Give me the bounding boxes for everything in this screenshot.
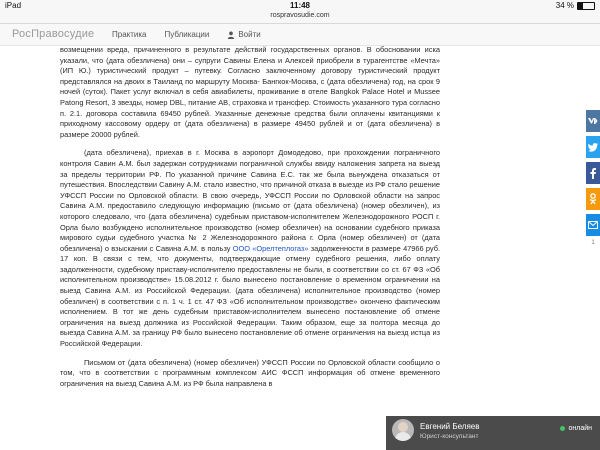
paragraph: [60, 148, 440, 349]
facebook-icon: [590, 168, 596, 179]
status-bar: [0, 0, 600, 12]
twitter-share-button[interactable]: [586, 136, 600, 158]
paragraph: Письмом от (дата обезличена) (номер обезличен) УФССП России по Орловской области сообщило о том, что в соответствии с программным комплексом АИС ФССП информация об отмене временного ограничения на выезд Савина А.М. из РФ была направлена в: [60, 357, 440, 388]
site-header: [0, 24, 600, 46]
vk-share-button[interactable]: [586, 110, 600, 132]
paragraph: возмещении вреда, причиненного в результате действий государственных органов. В обосновании иска указали, что (дата обезличена) они – супруги Савины Елена и Алексей приобрели в турагентстве «Мечта» (ИП Ю.) туристический продукт – путевку. Согласно заключенному договору туристический продукт представлялся на двоих в Таиланд по маршруту Москва- Бангкок-Москва, с (дата обезличена) год, на срок 9 ночей (суток). Пакет услуг включал в себя авиабилеты, проживание в отеле Bangkok Palace Hotel и Mussee Patong Resort, 3 звезды, номер DBL, питание АВ, страховка и трансфер. Стоимость указанного тура согласно п. 2.1. договора составила 69450 рублей. Указанные денежные средства были оплачены квитанциями к приходному кассовому ордеру от (дата обезличена) в размере 49450 рублей и от (дата обезличена) в размере 20000 рублей.: [60, 45, 440, 139]
main-nav: [112, 30, 261, 39]
consultant-avatar: [392, 419, 414, 441]
twitter-icon: [588, 143, 598, 152]
device-label: iPad: [5, 1, 22, 10]
share-bar: [586, 110, 600, 246]
article-text: [60, 45, 440, 397]
paragraph-text: задолженности в размере 47966 руб. 17 коп. В связи с тем, что документы, подтверждающие отмену судебного решения, либо оплату задолженности, судебному приставу-исполнителю предоставлены не были, в соответствии со ст. 67 ФЗ «Об исполнительном производстве» 15.08.2012 г. было вынесено постановление о временном ограничении на выезд Савина А.М. из Российской Федерации. (дата обезличена) исполнительное производство (номер обезличен) в соответствии с п. 1 ч. 1 ст. 47 ФЗ «Об исполнительном производстве» окончено фактическим исполнением. В тот же день судебным приставом-исполнителем вынесено постановление об отмене ограничения на выезд должника из Российской Федерации. Таким образом, еще за полтора месяца до выезда Савина А.М. за границу РФ было вынесено постановление об отмене ограничения на выезд истца из Российской Федерации.: [60, 243, 440, 349]
address-bar[interactable]: [0, 12, 600, 24]
clock: 11:48: [289, 1, 311, 10]
odnoklassniki-share-button[interactable]: [586, 188, 600, 210]
company-link[interactable]: ООО «Орелтеплогаз»: [232, 243, 309, 253]
vk-icon: [588, 117, 598, 125]
email-share-button[interactable]: [586, 214, 600, 236]
battery-icon: [577, 2, 595, 10]
site-logo[interactable]: РосПравосудие: [12, 28, 95, 40]
nav-practice[interactable]: Практика: [112, 30, 147, 39]
nav-publications[interactable]: Публикации: [164, 30, 210, 39]
envelope-icon: [588, 221, 598, 229]
consultant-name: Евгений Беляев: [420, 422, 480, 431]
user-icon: [227, 31, 235, 39]
status-right: [556, 1, 595, 10]
paragraph-text: (дата обезличена), приехав в г. Москва в аэропорт Домодедово, при прохождении пограничного контроля Савин А.М. был задержан сотрудниками пограничной службы ввиду наложения запрета на выезд за пределы территории РФ. По указанной причине Савина Е.С. так же была вынуждена отказаться от путешествия. Впоследствии Савину А.М. стало известно, что причиной отказа в выезде из РФ стало решение УФССП России по Орловской области. В свою очередь, УФССП России по Орловской области на запрос Савина А.М. предоставило следующую информацию (письмо от (дата обезличена) (номер обезличен), из которого следовало, что (дата обезличена) судебным приставом-исполнителем Железнодорожного РОСП г. Орла было возбуждено исполнительное производство (номер обезличен) на основании судебного приказа мирового судьи судебного участка № 2 Железнодорожного района г. Орла (номер обезличен) от (дата обезличена) о взыскании с Савина А.М. в пользу: [60, 148, 440, 253]
online-dot-icon: [560, 426, 565, 431]
facebook-share-button[interactable]: [586, 162, 600, 184]
consultant-widget[interactable]: [386, 416, 600, 450]
consultant-role: Юрист-консультант: [420, 433, 479, 440]
online-label: онлайн: [568, 425, 592, 432]
online-status: [560, 425, 592, 432]
url-text[interactable]: rospravosudie.com: [270, 12, 330, 19]
nav-login[interactable]: [227, 30, 260, 39]
battery-percent: 34 %: [555, 1, 574, 10]
share-count: 1: [591, 240, 595, 246]
odnoklassniki-icon: [589, 193, 597, 205]
login-label: Войти: [238, 30, 261, 39]
